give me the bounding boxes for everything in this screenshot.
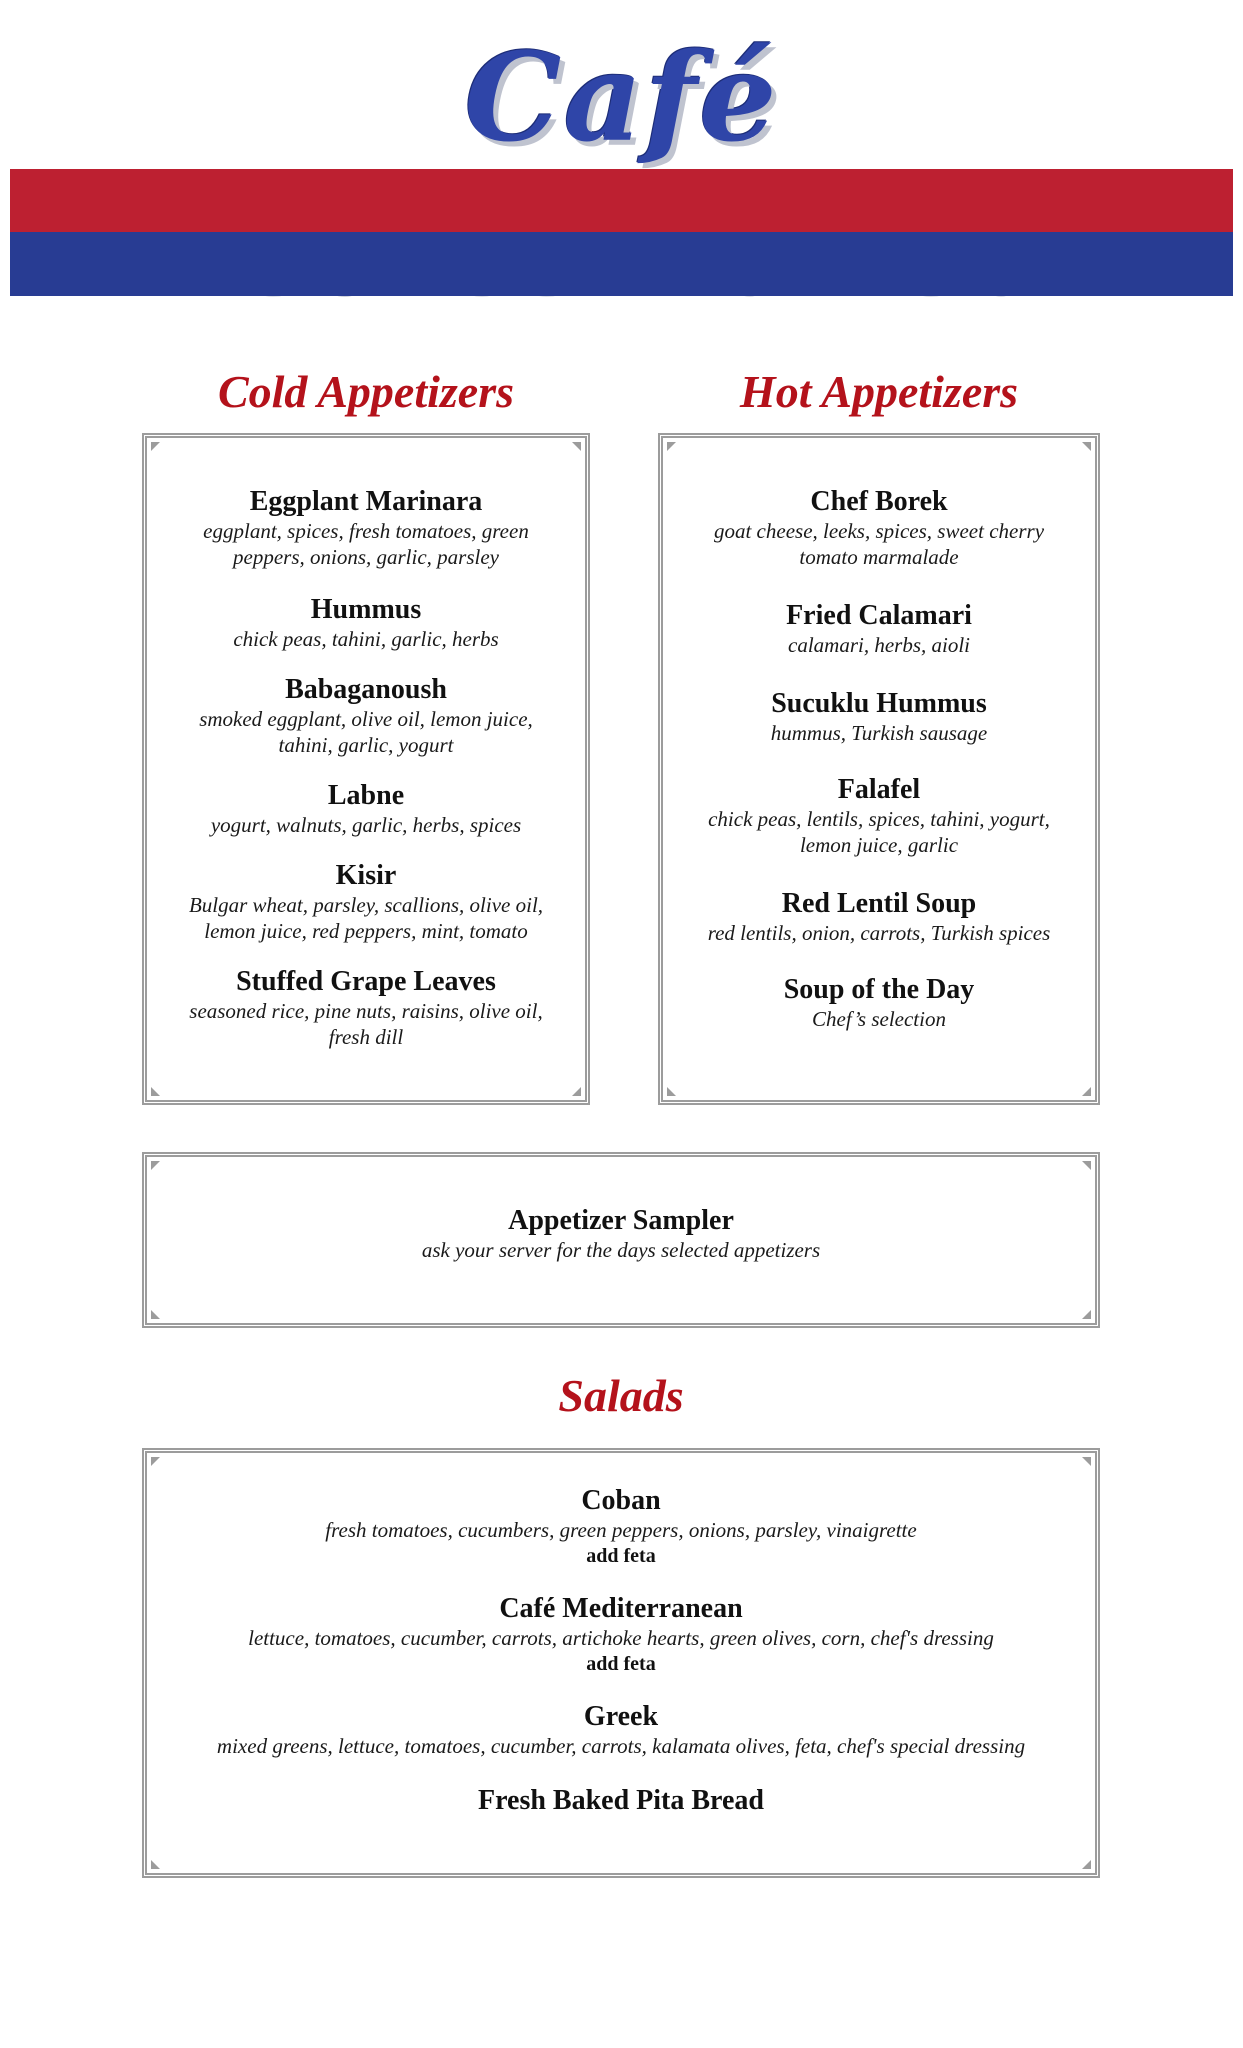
menu-item-name: Eggplant Marinara: [249, 486, 483, 517]
menu-item: [663, 888, 1095, 946]
menu-item-name: Greek: [583, 1701, 659, 1732]
menu-item-name: Chef Borek: [810, 486, 948, 517]
menu-item-name: Café Mediterranean: [499, 1593, 743, 1624]
menu-item-name: Fried Calamari: [786, 600, 972, 631]
panel-corner: [1082, 1161, 1091, 1170]
panel-corner: [1082, 1310, 1091, 1319]
menu-item-name: Hummus: [310, 594, 422, 625]
salads-panel: [142, 1448, 1100, 1878]
panel-corner: [572, 1087, 581, 1096]
restaurant-logo-title: Café: [464, 25, 779, 169]
salads-heading: Salads: [558, 1370, 684, 1421]
menu-item: [147, 1593, 1095, 1677]
menu-item: [147, 1485, 1095, 1569]
panel-corner: [151, 1087, 160, 1096]
appetizer-sampler-panel: [142, 1152, 1100, 1328]
menu-item-description: chick peas, lentils, spices, tahini, yogurt, lemon juice, garlic: [708, 807, 1050, 857]
menu-item-description: yogurt, walnuts, garlic, herbs, spices: [210, 813, 522, 837]
panel-corner: [667, 442, 676, 451]
menu-item-name: Kisir: [335, 860, 397, 891]
cold-appetizers-heading: Cold Appetizers: [217, 366, 515, 417]
menu-item-description: red lentils, onion, carrots, Turkish spices: [707, 921, 1051, 945]
menu-item: [663, 486, 1095, 570]
menu-item-name: Fresh Baked Pita Bread: [478, 1785, 764, 1816]
menu-item-description: mixed greens, lettuce, tomatoes, cucumber, carrots, kalamata olives, feta, chef's special dressing: [216, 1734, 1026, 1758]
menu-item-name: Labne: [327, 780, 405, 811]
menu-item-description: lettuce, tomatoes, cucumber, carrots, artichoke hearts, green olives, corn, chef's dressing: [248, 1626, 994, 1650]
menu-item-name: Red Lentil Soup: [781, 888, 977, 919]
menu-item-description: chick peas, tahini, garlic, herbs: [233, 627, 499, 651]
menu-item-description: ask your server for the days selected appetizers: [421, 1238, 821, 1262]
menu-item-addon: add feta: [586, 1545, 656, 1567]
panel-corner: [151, 1161, 160, 1170]
panel-corner: [151, 1457, 160, 1466]
menu-item: [147, 966, 585, 1050]
menu-item: [147, 780, 585, 838]
menu-item-description: Chef’s selection: [812, 1007, 946, 1031]
menu-item-addon: add feta: [586, 1653, 656, 1675]
panel-corner: [151, 1310, 160, 1319]
hot-appetizers-heading: Hot Appetizers: [739, 366, 1019, 417]
menu-item: [147, 1785, 1095, 1817]
panel-corner: [1082, 442, 1091, 451]
panel-corner: [1082, 1087, 1091, 1096]
menu-item-description: goat cheese, leeks, spices, sweet cherry tomato marmalade: [713, 519, 1045, 569]
menu-item-name: Appetizer Sampler: [508, 1205, 734, 1236]
panel-corner: [151, 1860, 160, 1869]
menu-item: [147, 594, 585, 652]
menu-item: [663, 688, 1095, 746]
panel-corner: [151, 442, 160, 451]
blue-stripe: [10, 232, 1233, 296]
panel-corner: [1082, 1860, 1091, 1869]
menu-item-name: Coban: [581, 1485, 661, 1516]
red-stripe: [10, 169, 1233, 232]
menu-item-description: fresh tomatoes, cucumbers, green peppers, onions, parsley, vinaigrette: [325, 1518, 917, 1542]
menu-item: [663, 774, 1095, 858]
panel-corner: [1082, 1457, 1091, 1466]
panel-corner: [572, 442, 581, 451]
menu-item: [663, 600, 1095, 658]
cold-appetizers-panel: [142, 433, 590, 1105]
menu-item: [147, 1205, 1095, 1263]
menu-item-description: seasoned rice, pine nuts, raisins, olive oil, fresh dill: [189, 999, 543, 1049]
menu-item-name: Babaganoush: [285, 674, 447, 705]
menu-item: [147, 674, 585, 758]
menu-item-name: Falafel: [837, 774, 921, 805]
menu-item-name: Stuffed Grape Leaves: [236, 966, 496, 997]
menu-item-description: eggplant, spices, fresh tomatoes, green peppers, onions, garlic, parsley: [203, 519, 529, 569]
menu-item-name: Sucuklu Hummus: [771, 688, 987, 719]
menu-item: [147, 486, 585, 570]
menu-item-description: calamari, herbs, aioli: [788, 633, 970, 657]
panel-corner: [667, 1087, 676, 1096]
menu-item: [147, 860, 585, 944]
menu-item: [147, 1701, 1095, 1759]
menu-item-description: Bulgar wheat, parsley, scallions, olive oil, lemon juice, red peppers, mint, tomato: [188, 893, 544, 943]
menu-item-description: hummus, Turkish sausage: [770, 721, 988, 745]
hot-appetizers-panel: [658, 433, 1100, 1105]
menu-item: [663, 974, 1095, 1032]
menu-item-name: Soup of the Day: [783, 974, 975, 1005]
menu-item-description: smoked eggplant, olive oil, lemon juice, tahini, garlic, yogurt: [199, 707, 533, 757]
